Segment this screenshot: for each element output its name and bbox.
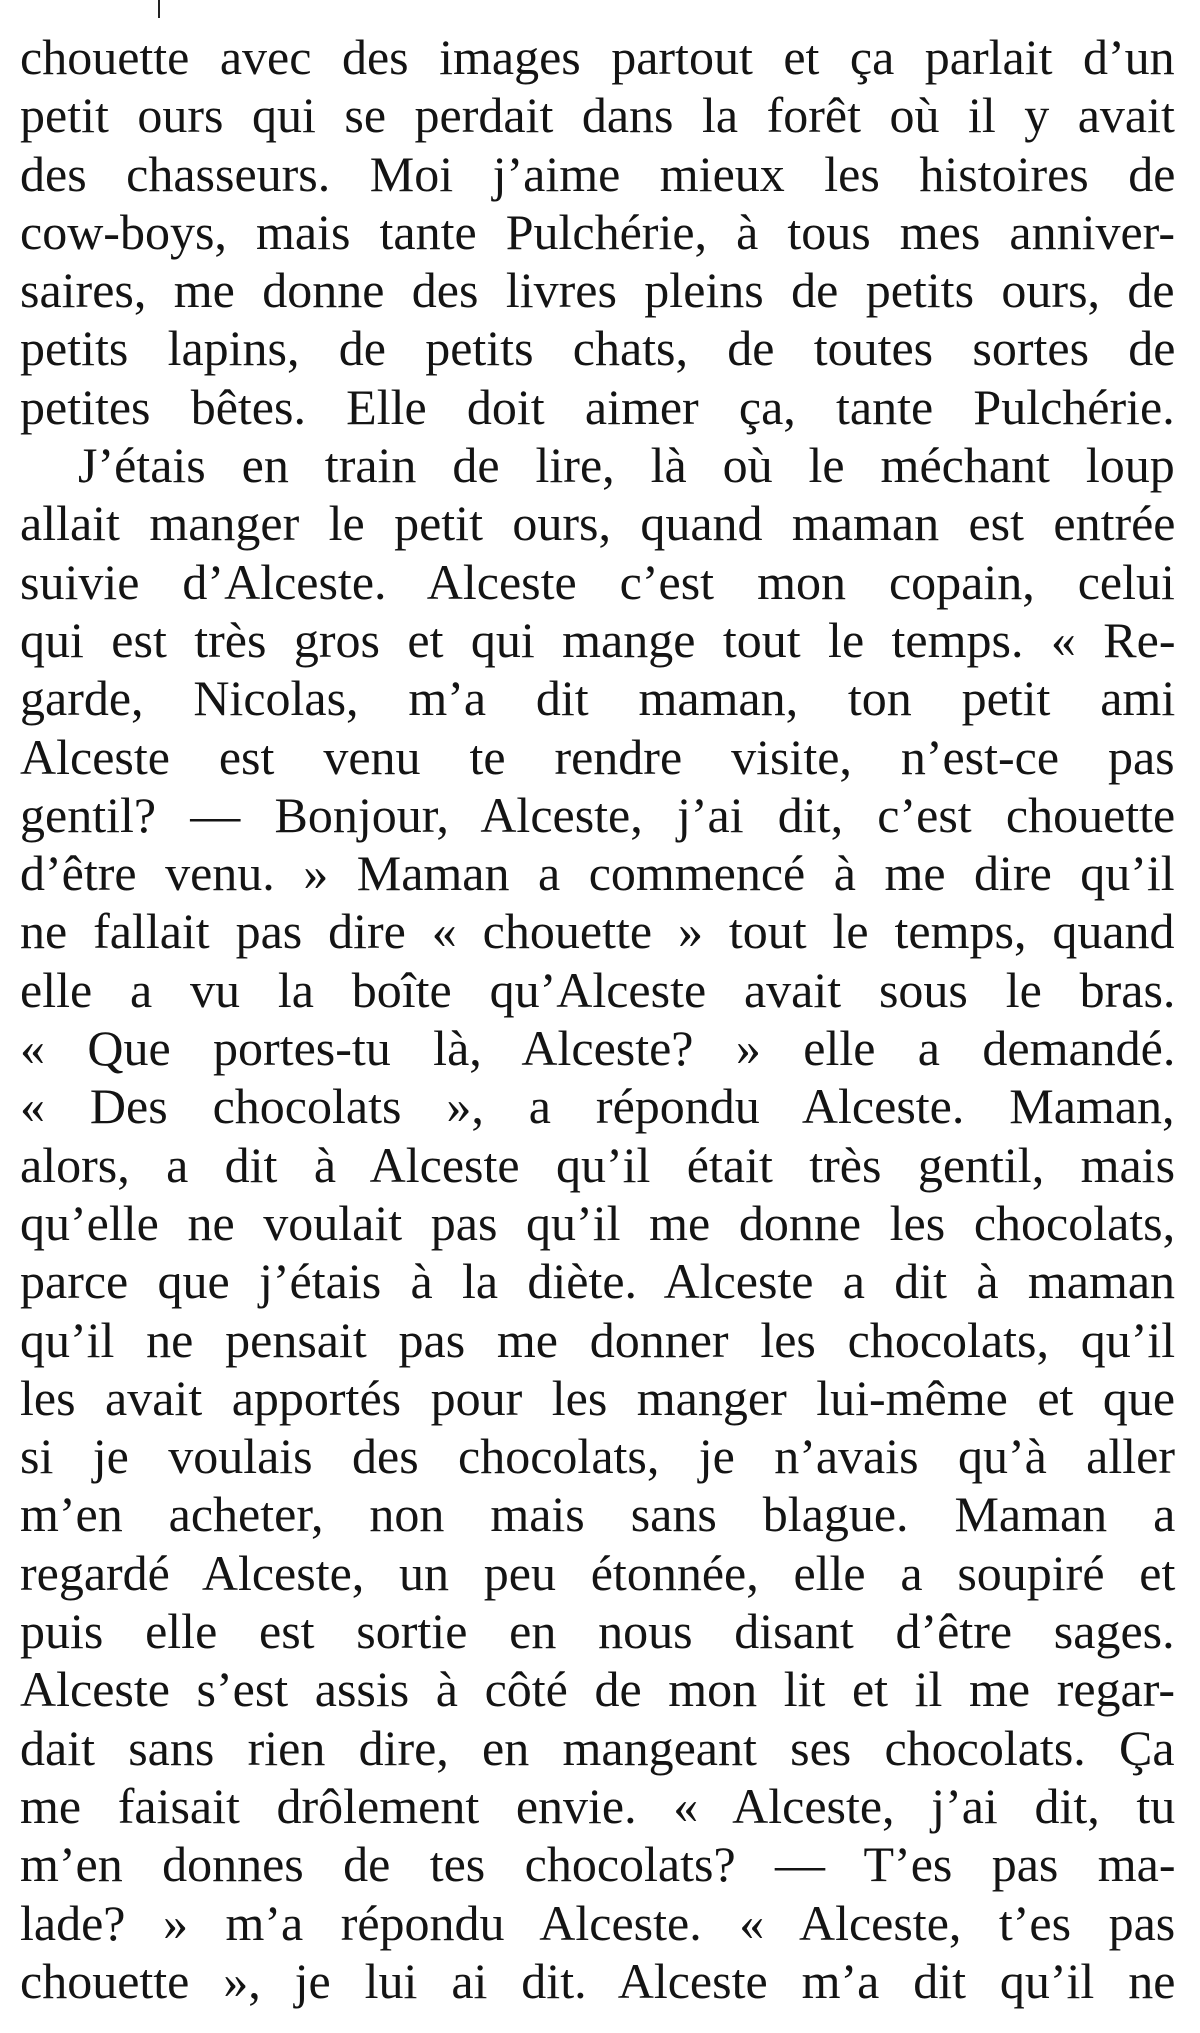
text-line: ne fallait pas dire « chouette » tout le temps, quand: [20, 903, 1175, 960]
text-line: suivie d’Alceste. Alceste c’est mon copain, celui: [20, 553, 1175, 610]
text-line: cow-boys, mais tante Pulchérie, à tous mes anniver-: [20, 203, 1175, 260]
text-line: Alceste s’est assis à côté de mon lit et il me regar-: [20, 1661, 1176, 1718]
print-speck: [158, 0, 160, 18]
text-line: elle a vu la boîte qu’Alceste avait sous le bras.: [20, 961, 1176, 1018]
text-line: m’en donnes de tes chocolats? — T’es pas ma-: [20, 1836, 1176, 1893]
text-line: si je voulais des chocolats, je n’avais qu’à aller: [20, 1428, 1176, 1485]
text-line: parce que j’étais à la diète. Alceste a dit à maman: [20, 1253, 1176, 1310]
text-line: chouette avec des images partout et ça parlait d’un: [20, 29, 1175, 85]
text-line: gentil? — Bonjour, Alceste, j’ai dit, c’est chouette: [20, 786, 1176, 843]
text-line: qu’elle ne voulait pas qu’il me donne les chocolats,: [20, 1194, 1176, 1251]
text-line: Alceste est venu te rendre visite, n’est-ce pas: [20, 728, 1175, 785]
text-line: m’en acheter, non mais sans blague. Maman a: [20, 1486, 1176, 1543]
text-line: petites bêtes. Elle doit aimer ça, tante Pulchérie.: [20, 378, 1175, 435]
text-line: me faisait drôlement envie. « Alceste, j’ai dit, tu: [20, 1777, 1176, 1834]
text-line: « Des chocolats », a répondu Alceste. Maman,: [20, 1078, 1175, 1135]
text-line: « Que portes-tu là, Alceste? » elle a demandé.: [20, 1020, 1176, 1077]
text-line: saires, me donne des livres pleins de petits ours, de: [20, 262, 1175, 319]
text-line: petits lapins, de petits chats, de toutes sortes de: [20, 320, 1176, 377]
text-line: regardé Alceste, un peu étonnée, elle a soupiré et: [20, 1544, 1176, 1601]
text-line: puis elle est sortie en nous disant d’être sages.: [20, 1603, 1175, 1660]
text-line: des chasseurs. Moi j’aime mieux les histoires de: [20, 145, 1176, 202]
text-line: qui est très gros et qui mange tout le temps. « Re-: [20, 611, 1176, 668]
body-text: [20, 28, 1175, 2010]
text-line: les avait apportés pour les manger lui-même et que: [20, 1369, 1176, 1426]
paragraph-first-line: J’étais en train de lire, là où le méchant loup: [78, 437, 1175, 494]
text-line: petit ours qui se perdait dans la forêt où il y avait: [20, 87, 1175, 144]
text-line: dait sans rien dire, en mangeant ses chocolats. Ça: [20, 1719, 1175, 1776]
text-line: d’être venu. » Maman a commencé à me dire qu’il: [20, 845, 1175, 902]
text-line: alors, a dit à Alceste qu’il était très gentil, mais: [20, 1136, 1176, 1193]
text-line: lade? » m’a répondu Alceste. « Alceste, t’es pas: [20, 1894, 1176, 1951]
text-line: qu’il ne pensait pas me donner les chocolats, qu’il: [20, 1311, 1176, 1368]
text-line: chouette », je lui ai dit. Alceste m’a dit qu’il ne: [20, 1952, 1176, 2009]
text-line: allait manger le petit ours, quand maman est entrée: [20, 495, 1176, 552]
text-line: garde, Nicolas, m’a dit maman, ton petit ami: [20, 670, 1176, 727]
